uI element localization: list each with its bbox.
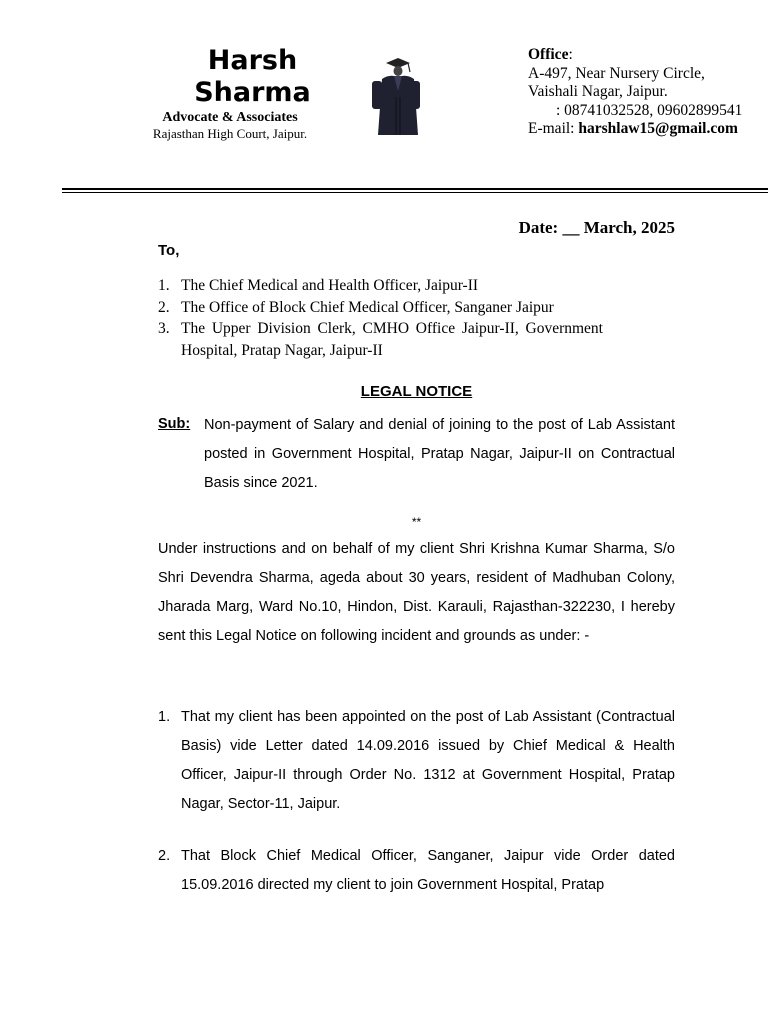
point-text: That my client has been appointed on the post of Lab Assistant (Contractual Basis) vide Letter dated 14.09.2016 issued by Chief Medical & Health Officer, Jaipur-II through Order No. 1312 at Government Hospital, Pratap Nagar, Sector-11, Jaipur. (181, 709, 675, 812)
advocate-first-name: Harsh (207, 45, 298, 76)
email-label: E-mail: (528, 120, 579, 137)
office-address-block (528, 46, 742, 139)
email-address[interactable]: harshlaw15@gmail.com (578, 120, 738, 137)
document-title: LEGAL NOTICE (360, 383, 473, 400)
subject-label: Sub: (158, 416, 191, 432)
list-item (158, 318, 603, 361)
recipient-text: The Upper Division Clerk, CMHO Office Jaipur-II, Government Hospital, Pratap Nagar, Jaipur-II (181, 320, 603, 359)
list-number: 2. (158, 298, 170, 316)
address-line-1: A-497, Near Nursery Circle, (528, 64, 705, 82)
graduate-gown-icon (366, 57, 424, 141)
recipient-text: The Chief Medical and Health Officer, Jaipur-II (181, 277, 479, 294)
advocate-name (190, 45, 315, 109)
list-item (158, 842, 675, 900)
address-line-2: Vaishali Nagar, Jaipur. (528, 83, 668, 100)
intro-paragraph: Under instructions and on behalf of my client Shri Krishna Kumar Sharma, S/o Shri Devendra Sharma, ageda about 30 years, resident of Madhuban Colony, Jharada Marg, Ward No.10, Hindon, Dist. Karauli, Rajasthan-322230, I hereby sent this Legal Notice on following incident and grounds as under: - (158, 541, 675, 644)
list-number: 1. (158, 709, 171, 725)
list-item (158, 275, 603, 297)
office-colon: : (568, 46, 573, 63)
to-label: To, (158, 242, 180, 259)
recipients-list (158, 275, 603, 361)
list-number: 1. (158, 277, 170, 294)
email-line (528, 120, 742, 139)
office-label: Office (528, 46, 569, 63)
list-item (158, 703, 675, 819)
notice-date: Date: __ March, 2025 (518, 218, 675, 237)
advocate-last-name: Sharma (194, 77, 311, 108)
phone-line: : 08741032528, 09602899541 (556, 101, 743, 119)
subject-text: Non-payment of Salary and denial of joining to the post of Lab Assistant posted in Government Hospital, Pratap Nagar, Jaipur-II on Contractual Basis since 2021. (204, 417, 675, 491)
list-number: 3. (158, 320, 170, 337)
grounds-list (158, 703, 675, 923)
header-rule-thin (62, 192, 768, 193)
firm-name: Advocate & Associates (162, 110, 298, 125)
court-name: Rajasthan High Court, Jaipur. (152, 126, 308, 141)
office-heading (528, 46, 742, 65)
section-separator: ** (411, 515, 422, 529)
recipient-text: The Office of Block Chief Medical Officer, Sanganer Jaipur (181, 298, 554, 316)
list-item (158, 297, 603, 319)
header-rule-thick (62, 188, 768, 190)
list-number: 2. (158, 848, 171, 864)
point-text: That Block Chief Medical Officer, Sanganer, Jaipur vide Order dated 15.09.2016 directed my client to join Government Hospital, Pratap (181, 848, 675, 893)
